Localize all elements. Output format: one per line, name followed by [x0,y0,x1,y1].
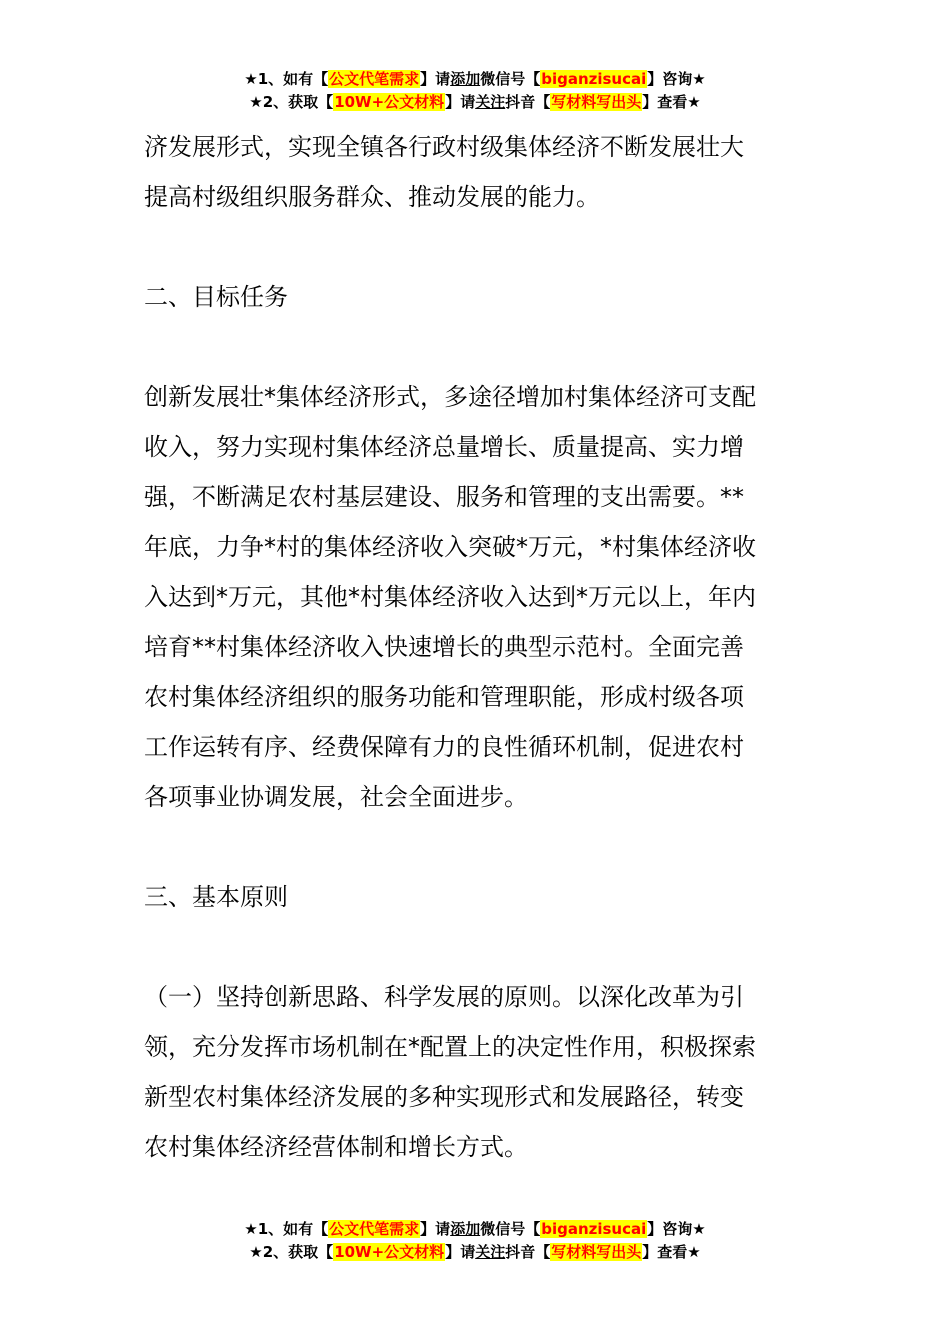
section-heading-goals: 二、目标任务 [144,283,288,311]
promo-text: ★1、如有【 [244,1220,329,1238]
principle-line: 农村集体经济经营体制和增长方式。 [144,1133,528,1161]
promo-text: 】查看★ [642,93,701,111]
document-body [144,122,808,1172]
goal-line: 各项事业协调发展，社会全面进步。 [144,783,528,811]
promo-underline: 关注 [475,1243,506,1261]
intro-line: 济发展形式，实现全镇各行政村级集体经济不断发展壮大 [144,133,744,161]
promo-text: ★2、获取【 [249,93,334,111]
promo-text: 】请 [420,1220,451,1238]
promo-underline: 添加 [450,70,481,88]
promo-highlight: 写材料写出头 [551,93,642,111]
goal-line: 农村集体经济组织的服务功能和管理职能，形成村级各项 [144,683,744,711]
promo-highlight: biganzisucai [541,1220,647,1238]
promo-text: 微信号【 [480,70,541,88]
principle-line: （一）坚持创新思路、科学发展的原则。以深化改革为引 [144,983,744,1011]
promo-underline: 添加 [450,1220,481,1238]
goal-line: 年底，力争*村的集体经济收入突破*万元，*村集体经济收 [144,533,756,561]
promo-banner-top [0,68,950,114]
promo-text: 】查看★ [642,1243,701,1261]
promo-text: 微信号【 [480,1220,541,1238]
promo-text: 】请 [445,1243,476,1261]
promo-highlight: 写材料写出头 [551,1243,642,1261]
promo-text: 】咨询★ [647,70,706,88]
promo-text: 抖音【 [505,93,551,111]
promo-highlight: 10W+公文材料 [334,1243,445,1261]
promo-text: ★2、获取【 [249,1243,334,1261]
promo-underline: 关注 [475,93,506,111]
promo-text: 抖音【 [505,1243,551,1261]
goal-line: 培育**村集体经济收入快速增长的典型示范村。全面完善 [144,633,744,661]
promo-text: 】咨询★ [647,1220,706,1238]
promo-highlight: biganzisucai [541,70,647,88]
goal-line: 创新发展壮*集体经济形式，多途径增加村集体经济可支配 [144,383,756,411]
promo-line-1 [0,1218,950,1241]
promo-highlight: 公文代笔需求 [329,1220,420,1238]
promo-line-1 [0,68,950,91]
promo-line-2 [0,91,950,114]
promo-text: ★1、如有【 [244,70,329,88]
principle-line: 领，充分发挥市场机制在*配置上的决定性作用，积极探索 [144,1033,756,1061]
promo-banner-bottom [0,1218,950,1264]
promo-highlight: 公文代笔需求 [329,70,420,88]
principle-line: 新型农村集体经济发展的多种实现形式和发展路径，转变 [144,1083,744,1111]
promo-text: 】请 [445,93,476,111]
promo-text: 】请 [420,70,451,88]
goal-line: 强，不断满足农村基层建设、服务和管理的支出需要。** [144,483,744,511]
promo-highlight: 10W+公文材料 [334,93,445,111]
goal-line: 入达到*万元，其他*村集体经济收入达到*万元以上，年内 [144,583,756,611]
promo-line-2 [0,1241,950,1264]
section-heading-principles: 三、基本原则 [144,883,288,911]
intro-line: 提高村级组织服务群众、推动发展的能力。 [144,183,600,211]
goal-line: 工作运转有序、经费保障有力的良性循环机制，促进农村 [144,733,744,761]
goal-line: 收入，努力实现村集体经济总量增长、质量提高、实力增 [144,433,744,461]
